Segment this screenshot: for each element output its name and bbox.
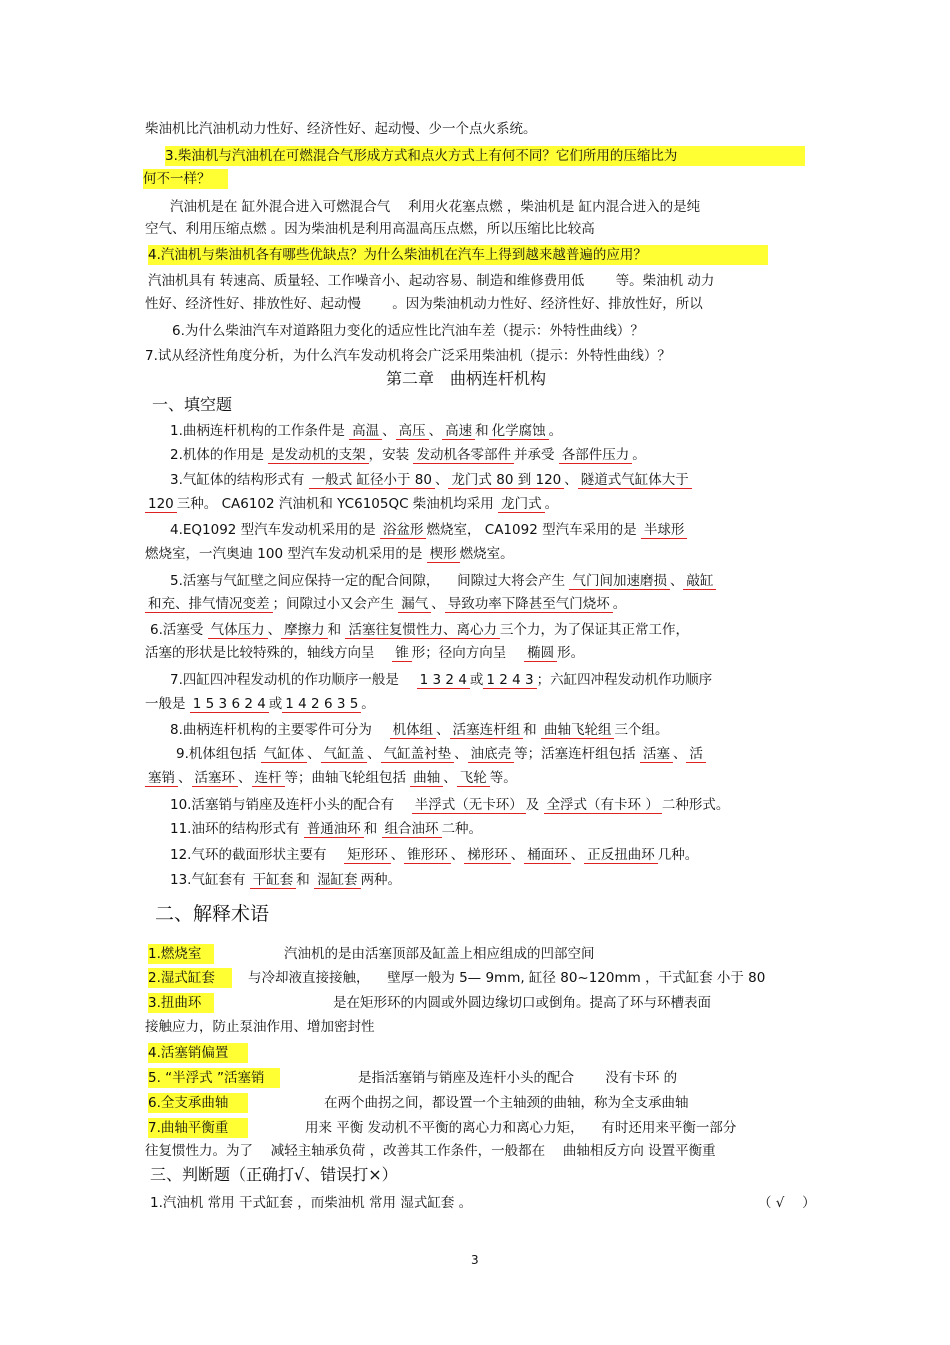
fill-item-10: 10.活塞销与销座及连杆小头的配合有 半浮式（无卡环） 及 全浮式（有卡环 ） 二种形式。 <box>170 797 730 813</box>
question-7: 7.试从经济性角度分析，为什么汽车发动机将会广泛采用柴油机（提示：外特性曲线）？ <box>145 348 671 364</box>
term-5-key: 5. “半浮式 ”活塞销 <box>148 1068 280 1088</box>
term-7-def: 用来 平衡 发动机不平衡的离心力和离心力矩， 有时还用来平衡一部分 <box>305 1120 737 1136</box>
fill-item-5: 5.活塞与气缸壁之间应保持一定的配合间隙， 间隙过大将会产生 气门间加速磨损 、 敲缸 <box>170 571 716 591</box>
term-5-def: 是指活塞销与销座及连杆小头的配合 没有卡环 的 <box>358 1070 678 1086</box>
fill-item-7: 7.四缸四冲程发动机的作功顺序一般是 1 3 2 4 或 1 2 4 3 ；六缸四冲程发动机作功顺序 <box>170 672 713 688</box>
judgement-1-answer: （ √ ） <box>758 1195 816 1211</box>
judgement-1: 1.汽油机 常用 干式缸套 ，而柴油机 常用 湿式缸套 。 <box>150 1195 473 1211</box>
fill-item-13: 13.气缸套有 干缸套 和 湿缸套 两种。 <box>170 872 402 888</box>
fill-item-4: 4.EQ1092 型汽车发动机采用的是 浴盆形 燃烧室， CA1092 型汽车采用的是 半球形 <box>170 520 687 540</box>
fill-item-3: 3.气缸体的结构形式有 一般式 缸径小于 80 、 龙门式 80 到 120 、 隧道式气缸体大于 <box>170 470 692 490</box>
question-4: 4.汽油机与柴油机各有哪些优缺点？为什么柴油机在汽车上得到越来越普遍的应用？ <box>148 245 768 265</box>
answer-3: 汽油机是在 缸外混合进入可燃混合气 利用火花塞点燃 ，柴油机是 缸内混合进入的是纯 <box>170 199 701 215</box>
term-1-key: 1.燃烧室 <box>148 944 214 964</box>
fill-item-6: 6.活塞受 气体压力 、 摩擦力 和 活塞往复惯性力、离心力 三个力，为了保证其正常工作， <box>150 622 689 638</box>
chapter-title: 第二章 曲柄连杆机构 <box>386 369 547 388</box>
answer-4-cont: 性好、经济性好、排放性好、起动慢 。因为柴油机动力性好、经济性好、排放性好，所以 <box>145 296 703 312</box>
term-7-def-cont: 往复惯性力。为了 减轻主轴承负荷 ，改善其工作条件，一般都在 曲轴相反方向 设置平衡重 <box>145 1143 716 1159</box>
term-4-key: 4.活塞销偏置 <box>148 1043 248 1063</box>
term-2-def: 与冷却液直接接触， 壁厚一般为 5— 9mm, 缸径 80~120mm ，干式缸套 小于 80 <box>248 970 766 986</box>
question-3: 3.柴油机与汽油机在可燃混合气形成方式和点火方式上有何不同？它们所用的压缩比为 <box>165 146 805 166</box>
fill-item-9-cont: 塞销 、 活塞环 、 连杆 等；曲轴飞轮组包括 曲轴 、 飞轮 等。 <box>145 768 517 788</box>
fill-item-12: 12.气环的截面形状主要有 矩形环 、 锥形环 、 梯形环 、 桶面环 、 正反扭曲环 几种。 <box>170 847 699 863</box>
paragraph: 柴油机比汽油机动力性好、经济性好、起动慢、少一个点火系统。 <box>145 121 537 137</box>
term-2-key: 2.湿式缸套 <box>148 968 232 988</box>
question-6: 6.为什么柴油汽车对道路阻力变化的适应性比汽油车差（提示：外特性曲线）？ <box>172 323 644 339</box>
term-7-key: 7.曲轴平衡重 <box>148 1118 248 1138</box>
answer-3-cont: 空气、利用压缩点燃 。因为柴油机是利用高温高压点燃，所以压缩比比较高 <box>145 221 595 237</box>
term-6-def: 在两个曲拐之间，都设置一个主轴颈的曲轴，称为全支承曲轴 <box>324 1095 689 1111</box>
fill-item-6-cont: 活塞的形状是比较特殊的，轴线方向呈 锥 形；径向方向呈 椭圆 形。 <box>145 645 585 661</box>
page-number: 3 <box>471 1253 479 1267</box>
section-terms: 二、解释术语 <box>155 903 270 925</box>
term-3-key: 3.扭曲环 <box>148 993 214 1013</box>
fill-item-4-cont: 燃烧室，一汽奥迪 100 型汽车发动机采用的是 楔形 燃烧室。 <box>145 546 514 562</box>
section-judgement: 三、判断题（正确打√、错误打×） <box>150 1165 398 1184</box>
question-3-cont: 何不一样？ <box>143 169 228 189</box>
term-3-def: 是在矩形环的内圆或外圆边缘切口或倒角。提高了环与环槽表面 <box>333 995 711 1011</box>
term-3-def-cont: 接触应力，防止泵油作用、增加密封性 <box>145 1019 375 1035</box>
term-1-def: 汽油机的是由活塞顶部及缸盖上相应组成的凹部空间 <box>284 946 595 962</box>
fill-item-11: 11.油环的结构形式有 普通油环 和 组合油环 二种。 <box>170 821 483 837</box>
fill-item-9: 9.机体组包括 气缸体 、 气缸盖 、 气缸盖衬垫 、 油底壳 等；活塞连杆组包括 活塞 、 活 <box>176 744 706 764</box>
fill-item-8: 8.曲柄连杆机构的主要零件可分为 机体组 、 活塞连杆组 和 曲轴飞轮组 三个组。 <box>170 722 669 738</box>
fill-item-3-cont: 120 三种。 CA6102 汽油机和 YC6105QC 柴油机均采用 龙门式 。 <box>145 494 558 514</box>
section-fill-blank: 一、填空题 <box>152 395 233 414</box>
fill-item-1: 1.曲柄连杆机构的工作条件是 高温 、 高压 、 高速 和 化学腐蚀 。 <box>170 423 563 439</box>
answer-4: 汽油机具有 转速高、质量轻、工作噪音小、起动容易、制造和维修费用低 等。柴油机 动力 <box>148 273 715 289</box>
fill-item-5-cont: 和充、排气情况变差 ；间隙过小又会产生 漏气 、 导致功率下降甚至气门烧坏 。 <box>145 594 626 614</box>
fill-item-7-cont: 一般是 1 5 3 6 2 4 或 1 4 2 6 3 5 。 <box>145 696 375 712</box>
term-6-key: 6.全支承曲轴 <box>148 1093 248 1113</box>
fill-item-2: 2.机体的作用是 是发动机的支架 ，安装 发动机各零部件 并承受 各部件压力 。 <box>170 447 646 463</box>
